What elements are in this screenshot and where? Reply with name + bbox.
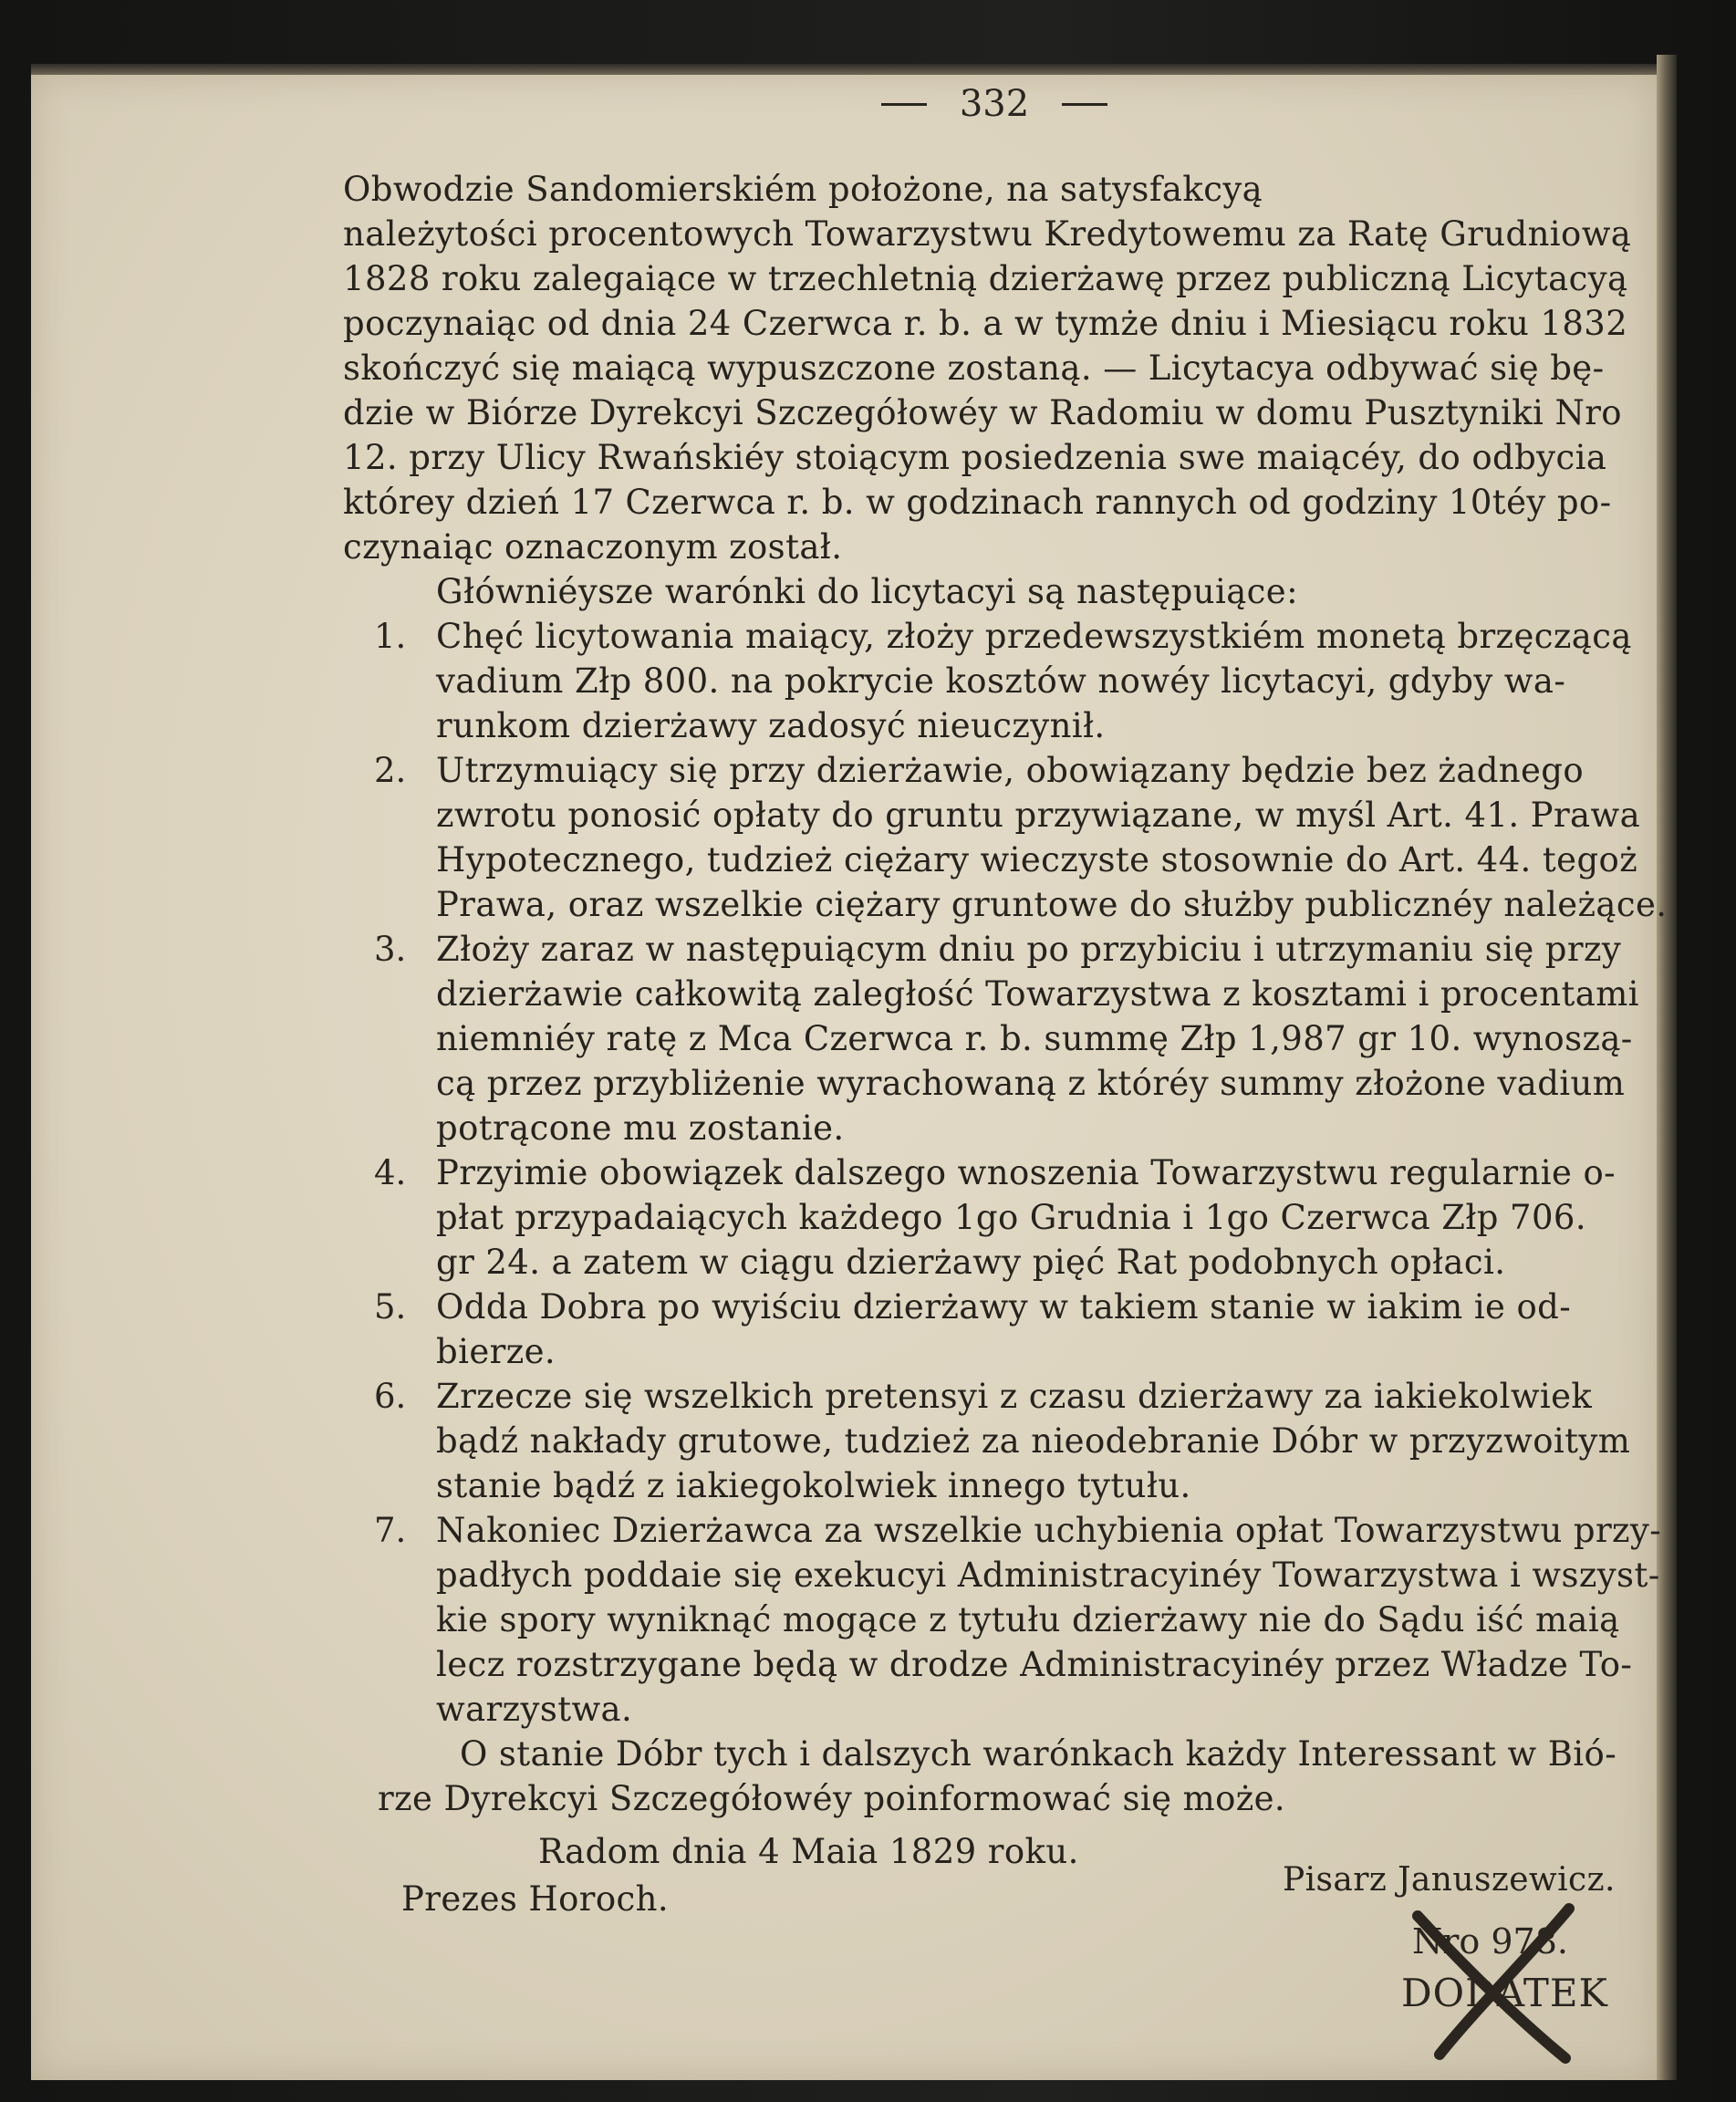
condition-7-line-4: lecz rozstrzygane będą w drodze Administracyinéy przez Władze To- (436, 1645, 1633, 1684)
condition-2-line-1: Utrzymuiący się przy dzierżawie, obowiązany będzie bez żadnego (436, 751, 1585, 790)
condition-number: 4. (374, 1153, 407, 1192)
condition-5-line-1: Odda Dobra po wyiściu dzierżawy w takiem stanie w iakim ie od- (436, 1287, 1572, 1327)
condition-3-line-2: dzierżawie całkowitą zaległość Towarzystwa z kosztami i procentami (436, 974, 1639, 1014)
condition-6-line-2: bądź nakłady grutowe, tudzież za nieodebranie Dóbr w przyzwoitym (436, 1421, 1631, 1461)
header-dash-left (881, 103, 927, 106)
intro-line-7: 12. przy Ulicy Rwańskiéy stoiącym posiedzenia swe maiącéy, do odbycia (343, 438, 1607, 477)
condition-7-line-1: Nakoniec Dzierżawca za wszelkie uchybienia opłat Towarzystwu przy- (436, 1511, 1662, 1550)
header-dash-right (1062, 103, 1107, 106)
condition-number: 1. (374, 617, 407, 656)
condition-6-line-3: stanie bądź z iakiegokolwiek innego tytułu. (436, 1466, 1191, 1505)
condition-number: 2. (374, 751, 407, 790)
condition-3-line-1: Złoży zaraz w następuiącym dniu po przybiciu i utrzymaniu się przy (436, 930, 1622, 969)
condition-3-line-4: cą przez przybliżenie wyrachowaną z któréy summy złożone vadium (436, 1064, 1626, 1103)
place-date: Radom dnia 4 Maia 1829 roku. (538, 1832, 1079, 1871)
intro-line-3: 1828 roku zalegaiące w trzechletnią dzierżawę przez publiczną Licytacyą (343, 259, 1628, 298)
condition-number: 6. (374, 1377, 407, 1416)
stamp-word: DODATEK (1401, 1971, 1608, 2015)
page-right-edge (1657, 55, 1677, 2080)
condition-7-line-3: kie spory wyniknąć mogące z tytułu dzierżawy nie do Sądu iść maią (436, 1600, 1620, 1639)
condition-4-line-2: płat przypadaiących każdego 1go Grudnia i 1go Czerwca Złp 706. (436, 1198, 1587, 1237)
condition-4-line-1: Przyimie obowiązek dalszego wnoszenia Towarzystwu regularnie o- (436, 1153, 1616, 1192)
condition-number: 5. (374, 1287, 407, 1327)
condition-1-line-3: runkom dzierżawy zadosyć nieuczynił. (436, 706, 1106, 745)
condition-7-line-5: warzystwa. (436, 1690, 633, 1729)
page-number: 332 (959, 83, 1030, 125)
condition-4-line-3: gr 24. a zatem w ciągu dzierżawy pięć Rat podobnych opłaci. (436, 1243, 1506, 1282)
condition-2-line-2: zwrotu ponosić opłaty do gruntu przywiązane, w myśl Art. 41. Prawa (436, 796, 1641, 835)
condition-2-line-4: Prawa, oraz wszelkie ciężary gruntowe do służby publicznéy należące. (436, 885, 1668, 924)
condition-3-line-5: potrącone mu zostanie. (436, 1108, 845, 1148)
cross-out-mark-icon (1405, 1898, 1587, 2071)
condition-number: 7. (374, 1511, 407, 1550)
closing-line-1: O stanie Dóbr tych i dalszych warónkach każdy Interessant w Bió- (460, 1734, 1617, 1774)
intro-line-8: którey dzień 17 Czerwca r. b. w godzinach rannych od godziny 10téy po- (343, 483, 1612, 522)
intro-line-1: Obwodzie Sandomierskiém położone, na satysfakcyą (343, 170, 1263, 209)
intro-line-6: dzie w Biórze Dyrekcyi Szczegółowéy w Radomiu w domu Pusztyniki Nro (343, 393, 1622, 432)
conditions-heading: Główniéysze warónki do licytacyi są następuiące: (436, 572, 1298, 611)
condition-2-line-3: Hypotecznego, tudzież ciężary wieczyste stosownie do Art. 44. tegoż (436, 840, 1638, 879)
page-header (803, 78, 1186, 130)
condition-1-line-2: vadium Złp 800. na pokrycie kosztów nowéy licytacyi, gdyby wa- (436, 661, 1566, 701)
intro-line-4: poczynaiąc od dnia 24 Czerwca r. b. a w tymże dniu i Miesiącu roku 1832 (343, 304, 1628, 343)
secretary-signature: Pisarz Januszewicz. (1283, 1861, 1616, 1899)
president-signature: Prezes Horoch. (401, 1879, 670, 1919)
condition-6-line-1: Zrzecze się wszelkich pretensyi z czasu dzierżawy za iakiekolwiek (436, 1377, 1593, 1416)
condition-5-line-2: bierze. (436, 1332, 556, 1371)
intro-line-5: skończyć się maiącą wypuszczone zostaną. — Licytacya odbywać się bę- (343, 349, 1605, 388)
condition-3-line-3: niemniéy ratę z Mca Czerwca r. b. summę Złp 1,987 gr 10. wynoszą- (436, 1019, 1633, 1058)
condition-number: 3. (374, 930, 407, 969)
closing-line-2: rze Dyrekcyi Szczegółowéy poinformować się może. (378, 1779, 1286, 1818)
condition-1-line-1: Chęć licytowania maiący, złoży przedewszystkiém monetą brzęczącą (436, 617, 1632, 656)
condition-7-line-2: padłych poddaie się exekucyi Administracyinéy Towarzystwa i wszyst- (436, 1556, 1660, 1595)
intro-line-2: należytości procentowych Towarzystwu Kredytowemu za Ratę Grudniową (343, 214, 1632, 254)
stamp-number: Nro 978. (1412, 1921, 1568, 1962)
intro-line-9: czynaiąc oznaczonym został. (343, 527, 843, 567)
